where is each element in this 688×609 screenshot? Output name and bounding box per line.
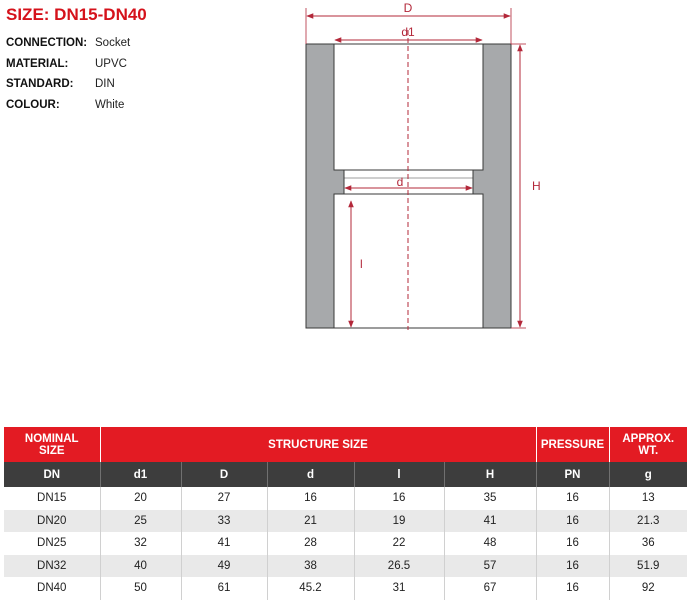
dimension-l [351,201,363,327]
cell-D: 41 [181,532,267,555]
spec-key: CONNECTION: [6,37,88,49]
structure-size-table [4,427,687,600]
cell-d1: 32 [100,532,181,555]
col-header-d1: d1 [100,462,181,487]
spec-list [6,33,130,115]
cell-l: 19 [354,510,444,533]
cell-dn: DN32 [4,555,100,578]
spec-value: White [95,98,125,111]
spec-key: STANDARD: [6,78,74,90]
cell-d1: 25 [100,510,181,533]
dimension-H [511,44,541,328]
table-header-group-row [4,427,687,462]
cell-D: 33 [181,510,267,533]
cell-H: 57 [444,555,536,578]
header-nominal-size: NOMINAL SIZE [4,427,100,462]
cell-d: 16 [267,487,354,510]
cell-D: 61 [181,577,267,600]
cell-d: 28 [267,532,354,555]
table-row [4,532,687,555]
cell-dn: DN25 [4,532,100,555]
table-column-header-row [4,462,687,487]
cell-d: 38 [267,555,354,578]
cell-g: 51.9 [609,555,687,578]
table-row [4,555,687,578]
table-row [4,510,687,533]
cell-d1: 50 [100,577,181,600]
cell-pn: 16 [536,555,609,578]
cell-pn: 16 [536,487,609,510]
cell-l: 22 [354,532,444,555]
dimension-d1 [335,25,482,40]
cell-H: 48 [444,532,536,555]
cell-dn: DN20 [4,510,100,533]
col-header-H: H [444,462,536,487]
col-header-g: g [609,462,687,487]
col-header-D: D [181,462,267,487]
cell-D: 49 [181,555,267,578]
spec-row-connection [6,33,130,54]
cell-g: 21.3 [609,510,687,533]
cell-H: 35 [444,487,536,510]
cell-dn: DN40 [4,577,100,600]
spec-value: DIN [95,78,115,90]
page-title: SIZE: DN15-DN40 [6,5,147,24]
cell-l: 16 [354,487,444,510]
cell-l: 31 [354,577,444,600]
spec-key: COLOUR: [6,98,60,111]
cell-dn: DN15 [4,487,100,510]
cell-l: 26.5 [354,555,444,578]
cell-pn: 16 [536,510,609,533]
spec-row-standard [6,74,130,95]
table-row [4,577,687,600]
spec-value: UPVC [95,57,127,70]
spec-row-colour [6,95,130,116]
cell-d1: 20 [100,487,181,510]
cell-pn: 16 [536,532,609,555]
header-structure-size: STRUCTURE SIZE [100,427,536,462]
col-header-d: d [267,462,354,487]
dimension-label-H: H [532,179,541,193]
dimension-label-d1: d1 [401,25,415,39]
socket-cross-section-drawing [290,0,560,345]
dimension-label-d: d [396,175,404,189]
cell-pn: 16 [536,577,609,600]
spec-value: Socket [95,37,131,49]
col-header-l: l [354,462,444,487]
cell-g: 13 [609,487,687,510]
cell-d: 45.2 [267,577,354,600]
cell-H: 67 [444,577,536,600]
col-header-dn: DN [4,462,100,487]
col-header-pn: PN [536,462,609,487]
spec-key: MATERIAL: [6,57,69,70]
cell-D: 27 [181,487,267,510]
table-row [4,487,687,510]
spec-row-material [6,54,130,75]
header-approx-weight: APPROX. WT. [609,427,687,462]
cell-g: 36 [609,532,687,555]
cell-d: 21 [267,510,354,533]
header-pressure: PRESSURE [536,427,609,462]
dimension-label-D: D [403,1,413,15]
cell-g: 92 [609,577,687,600]
cell-H: 41 [444,510,536,533]
dimension-label-l: l [360,257,363,271]
cell-d1: 40 [100,555,181,578]
